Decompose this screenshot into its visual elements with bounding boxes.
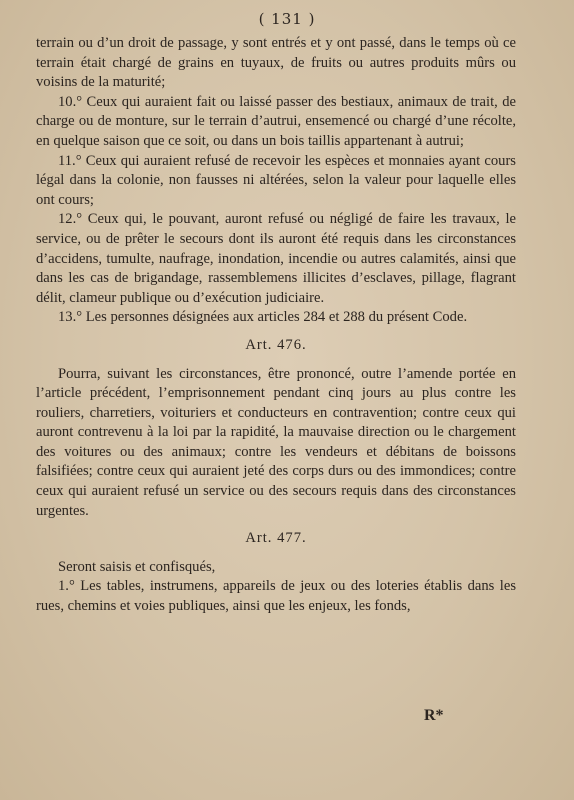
document-body	[36, 34, 516, 617]
article-476-heading: Art. 476.	[245, 336, 307, 353]
paragraph-continuation: terrain ou d’un droit de passage, y sont entrés et y ont passé, dans le temps où ce terrain était chargé de grains en tuyaux, de fruits ou autres produits mûrs ou voisins de la maturité;	[36, 35, 516, 91]
article-477-intro: Seront saisis et confisqués,	[58, 558, 216, 575]
article-477-item-1: 1.° Les tables, instrumens, appareils de jeux ou des loteries établis dans les rues, chemins et voies publiques, ainsi que les enjeux, les fonds,	[36, 578, 516, 615]
paragraph-item-12: 12.° Ceux qui, le pouvant, auront refusé ou négligé de faire les travaux, le service, ou de prêter le secours dont ils auront été requis dans les circonstances d’accidens, tumulte, naufrage, inondation, incendie ou autres calamités, ainsi que dans les cas de brigandage, rassemblemens illicites d’esclaves, pillage, flagrant délit, clameur publique ou d’exécution judiciaire.	[36, 211, 516, 306]
article-477-heading: Art. 477.	[245, 530, 307, 547]
page-number: ( 131 )	[258, 10, 316, 28]
paragraph-item-11: 11.° Ceux qui auraient refusé de recevoir les espèces et monnaies ayant cours légal dans la colonie, non fausses ni altérées, selon la valeur pour laquelle elles ont cours;	[36, 152, 516, 208]
paragraph-item-10: 10.° Ceux qui auraient fait ou laissé passer des bestiaux, animaux de trait, de charge ou de monture, sur le terrain d’autrui, ensemencé ou chargé d’une récolte, en quelque saison que ce soit, ou dans un bois taillis appartenant à autrui;	[36, 93, 516, 149]
signature-mark: R*	[424, 707, 444, 724]
article-476-text: Pourra, suivant les circonstances, être prononcé, outre l’amende portée en l’article précédent, l’emprisonnement pendant cinq jours au plus contre les rouliers, charretiers, voituriers et conducteurs en contravention; contre ceux qui auront contrevenu à la loi par la rapidité, la mauvaise direction ou le chargement des voitures ou des animaux; contre les vendeurs et débitans de boissons falsifiées; contre ceux qui auraient jeté des corps durs ou des immondices; contre ceux qui auraient refusé un service ou des secours requis dans des circonstances urgentes.	[36, 365, 516, 519]
paragraph-item-13: 13.° Les personnes désignées aux articles 284 et 288 du présent Code.	[58, 309, 468, 326]
